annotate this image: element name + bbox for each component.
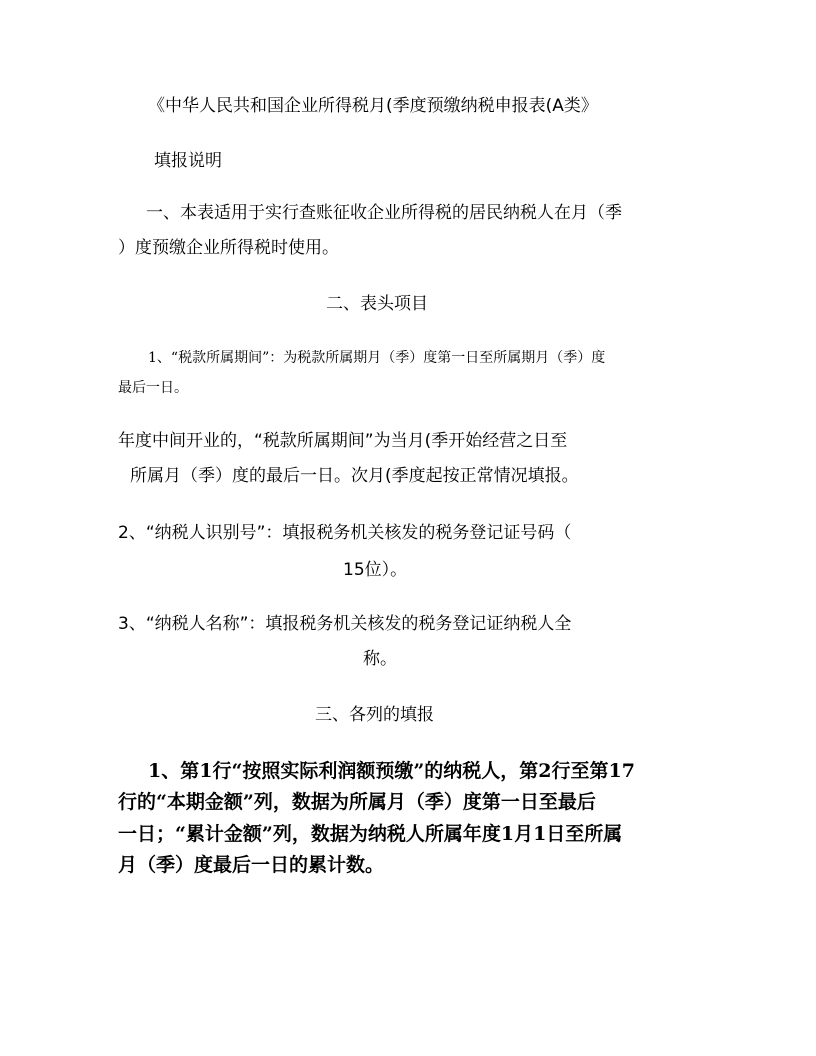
section2-item1-line2: 最后一日。 (118, 380, 188, 396)
section1-line1: 一、本表适用于实行查账征收企业所得税的居民纳税人在月（季 (146, 203, 622, 223)
section2-note-line1: 年度中间开业的，“税款所属期间”为当月(季开始经营之日至 (118, 431, 568, 451)
section3-heading: 三、各列的填报 (315, 705, 434, 725)
document-subtitle: 填报说明 (154, 151, 222, 171)
section3-para-line4: 月（季）度最后一日的累计数。 (118, 854, 385, 876)
section2-heading: 二、表头项目 (326, 294, 428, 314)
section3-para-line3: 一日；“累计金额”列，数据为纳税人所属年度1月1日至所属 (118, 823, 623, 845)
section2-note-line2: 所属月（季）度的最后一日。次月(季度起按正常情况填报。 (130, 466, 579, 486)
section3-para-line2: 行的“本期金额”列，数据为所属月（季）度第一日至最后 (118, 791, 596, 813)
section2-item2-line2: 15位）。 (343, 560, 408, 580)
document-title: 《中华人民共和国企业所得税月(季度预缴纳税申报表(A类》 (148, 96, 598, 116)
section2-item3-line1: 3、“纳税人名称”：填报税务机关核发的税务登记证纳税人全 (118, 614, 572, 634)
section1-line2: ）度预缴企业所得税时使用。 (118, 238, 339, 258)
section3-para-line1: 1、第1行“按照实际利润额预缴”的纳税人，第2行至第17 (148, 760, 635, 782)
section2-item2-line1: 2、“纳税人识别号”：填报税务机关核发的税务登记证号码（ (118, 523, 572, 543)
section2-item1-line1: 1、“税款所属期间”：为税款所属期月（季）度第一日至所属期月（季）度 (148, 350, 606, 366)
section2-item3-line2: 称。 (363, 649, 397, 669)
